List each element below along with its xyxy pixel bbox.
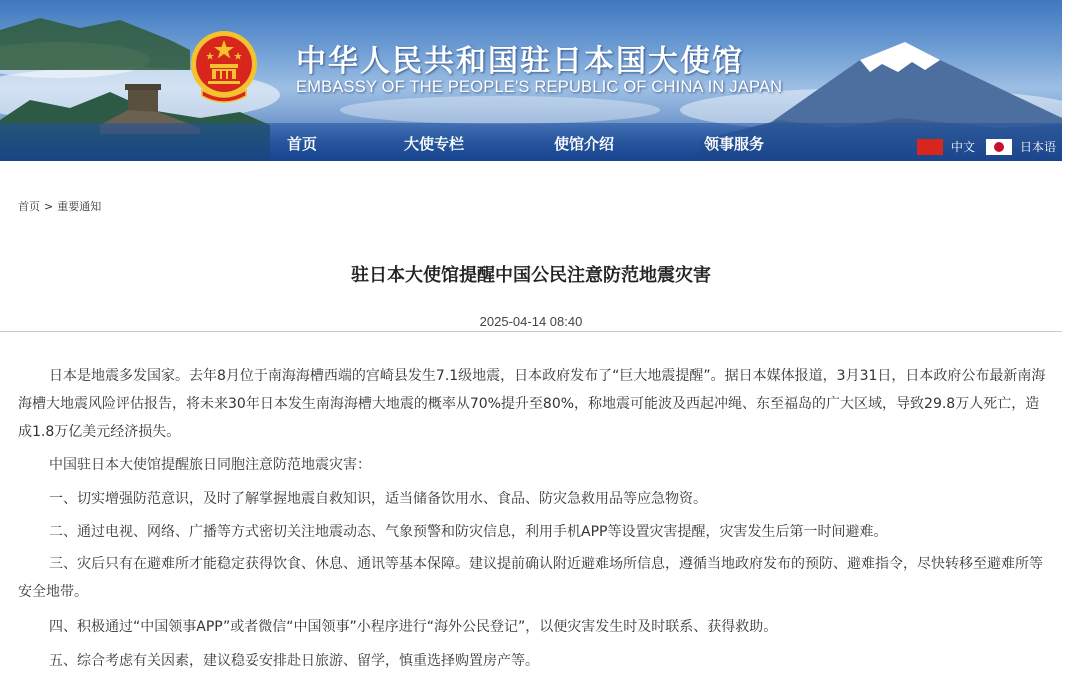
nav-item-ambassador-column[interactable]: 大使专栏 (404, 135, 465, 153)
article-paragraph (18, 647, 1046, 675)
nav-item-home[interactable]: 首页 (287, 135, 318, 153)
breadcrumb-separator: > (44, 200, 54, 213)
breadcrumb (18, 198, 101, 214)
site-title-en: EMBASSY OF THE PEOPLE'S REPUBLIC OF CHINA IN JAPAN (296, 78, 783, 96)
title-divider (0, 331, 1062, 332)
nav-strip (0, 123, 1062, 161)
nav-item-consular-service[interactable]: 领事服务 (704, 135, 765, 153)
article-paragraph (18, 362, 1046, 446)
article-paragraph (18, 451, 1046, 479)
language-chinese[interactable] (917, 138, 975, 155)
article-paragraph (18, 613, 1046, 641)
paragraph-text: 五、综合考虑有关因素，建议稳妥安排赴日旅游、留学，慎重选择购置房产等。 (49, 653, 539, 669)
paragraph-text: 中国驻日本大使馆提醒旅日同胞注意防范地震灾害： (49, 457, 371, 473)
paragraph-text: 一、切实增强防范意识，及时了解掌握地震自救知识，适当储备饮用水、食品、防灾急救用品等应急物资。 (49, 491, 707, 507)
site-title-cn[interactable]: 中华人民共和国驻日本国大使馆 (296, 44, 744, 79)
article-paragraph (18, 518, 1046, 546)
language-japanese-label: 日本语 (1020, 140, 1057, 154)
paragraph-text: 日本是地震多发国家。去年8月位于南海海槽西端的宫崎县发生7.1级地震，日本政府发布了“巨大地震提醒”。据日本媒体报道，3月31日，日本政府公布最新南海海槽大地震风险评估报告，将未来30年日本发生南海海槽大地震的概率从70%提升至80%，称地震可能波及西起冲绳、东至福岛的广大区域，导致29.8万人死亡，造成1.8万亿美元经济损失。 (18, 368, 1046, 440)
header-banner (0, 0, 1062, 161)
breadcrumb-important-notice[interactable]: 重要通知 (57, 200, 102, 213)
article-date: 2025-04-14 08:40 (479, 314, 583, 329)
national-emblem-icon (188, 26, 260, 106)
language-japanese[interactable] (986, 138, 1056, 155)
article-paragraph (18, 485, 1046, 513)
japan-flag-icon (986, 139, 1012, 155)
article-paragraph (18, 550, 1046, 606)
paragraph-text: 四、积极通过“中国领事APP”或者微信“中国领事”小程序进行“海外公民登记”，以便灾害发生时及时联系、获得救助。 (49, 619, 778, 635)
language-chinese-label: 中文 (951, 140, 976, 154)
paragraph-text: 二、通过电视、网络、广播等方式密切关注地震动态、气象预警和防灾信息，利用手机APP等设置灾害提醒，灾害发生后第一时间避难。 (49, 524, 888, 540)
china-flag-icon (917, 139, 943, 155)
breadcrumb-home[interactable]: 首页 (18, 200, 40, 213)
paragraph-text: 三、灾后只有在避难所才能稳定获得饮食、休息、通讯等基本保障。建议提前确认附近避难场所信息，遵循当地政府发布的预防、避难指令，尽快转移至避难所等安全地带。 (18, 556, 1043, 600)
nav-item-embassy-intro[interactable]: 使馆介绍 (554, 135, 615, 153)
article-title: 驻日本大使馆提醒中国公民注意防范地震灾害 (351, 265, 711, 286)
